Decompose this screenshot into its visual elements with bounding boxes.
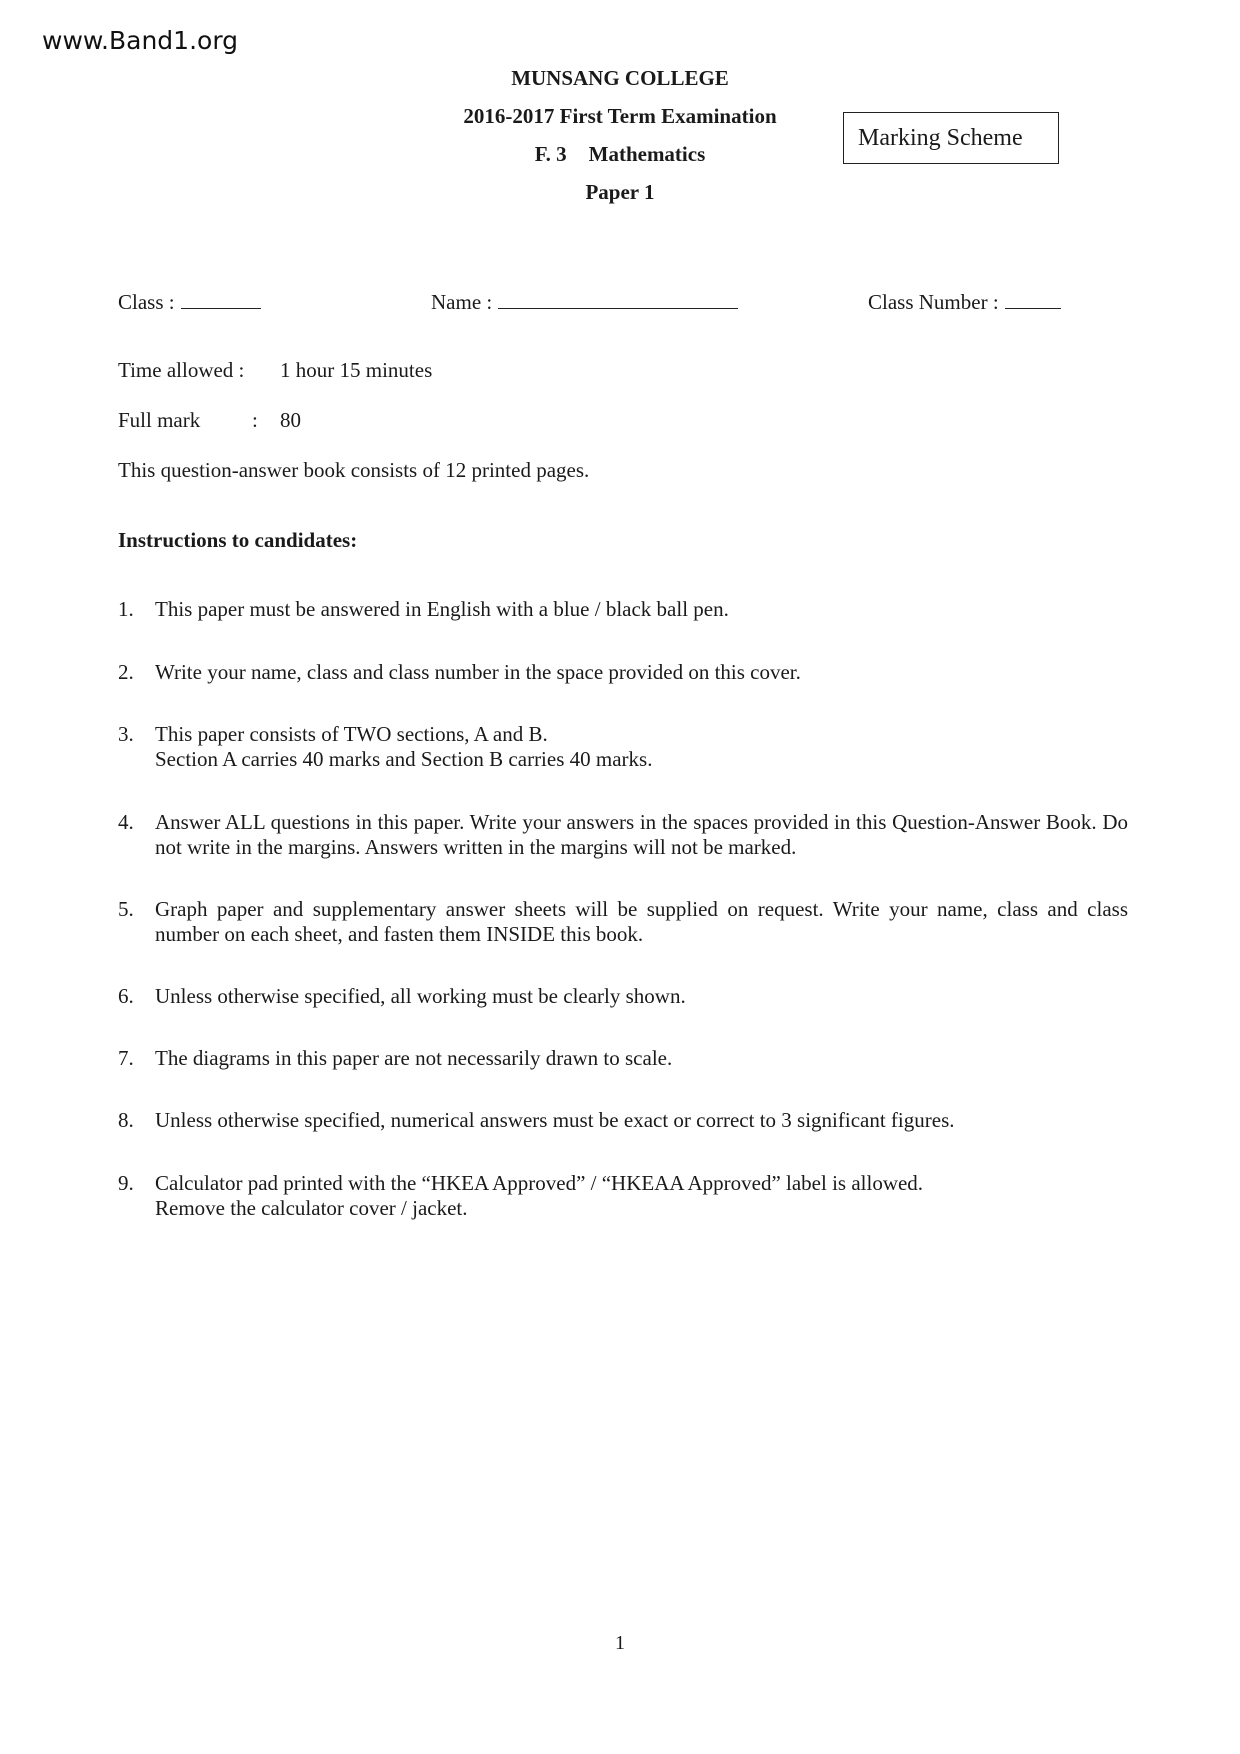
instruction-item xyxy=(118,1108,1128,1133)
subject-name: Mathematics xyxy=(588,142,706,166)
instruction-number: 6. xyxy=(118,984,134,1008)
form-level: F. 3 xyxy=(534,142,567,166)
instruction-item xyxy=(118,984,1128,1009)
instruction-text: Answer ALL questions in this paper. Write your answers in the spaces provided in this Question-Answer Book. Do not write in the margins. Answers written in the margins will not be marked. xyxy=(155,810,1128,859)
class-number-label: Class Number : xyxy=(868,290,999,314)
instruction-number: 8. xyxy=(118,1108,134,1132)
instruction-item xyxy=(118,660,1128,685)
pages-note: This question-answer book consists of 12 printed pages. xyxy=(118,458,590,482)
exam-header xyxy=(420,62,820,214)
instruction-item xyxy=(118,810,1128,860)
full-mark-row xyxy=(118,408,301,433)
instruction-number: 9. xyxy=(118,1171,134,1195)
instruction-text: Write your name, class and class number in the space provided on this cover. xyxy=(155,660,801,684)
mark-label: Full mark xyxy=(118,408,201,432)
subject-line xyxy=(420,138,820,176)
class-blank[interactable] xyxy=(181,290,261,309)
instruction-text: Calculator pad printed with the “HKEA Approved” / “HKEAA Approved” label is allowed. xyxy=(155,1171,924,1195)
mark-value: 80 xyxy=(280,408,301,432)
instruction-number: 4. xyxy=(118,810,134,834)
name-blank[interactable] xyxy=(498,290,738,309)
instruction-item xyxy=(118,597,1128,622)
instruction-text: Unless otherwise specified, all working must be clearly shown. xyxy=(155,984,686,1008)
exam-title: 2016-2017 First Term Examination xyxy=(463,104,777,128)
time-value: 1 hour 15 minutes xyxy=(280,358,433,382)
instruction-number: 7. xyxy=(118,1046,134,1070)
instruction-number: 3. xyxy=(118,722,134,746)
instruction-text: Section A carries 40 marks and Section B carries 40 marks. xyxy=(155,747,653,771)
mark-colon: : xyxy=(252,408,258,432)
instruction-text: This paper consists of TWO sections, A and B. xyxy=(155,722,548,746)
marking-scheme-badge: Marking Scheme xyxy=(843,112,1059,164)
class-number-blank[interactable] xyxy=(1005,290,1061,309)
instruction-text: Graph paper and supplementary answer sheets will be supplied on request. Write your name, class and class number on each sheet, and fasten them INSIDE this book. xyxy=(155,897,1128,946)
instruction-item xyxy=(118,722,1128,772)
name-label: Name : xyxy=(431,290,493,314)
instruction-number: 2. xyxy=(118,660,134,684)
time-allowed-row xyxy=(118,358,432,383)
name-field xyxy=(431,290,738,315)
instruction-number: 5. xyxy=(118,897,134,921)
instruction-text: Unless otherwise specified, numerical answers must be exact or correct to 3 significant figures. xyxy=(155,1108,955,1132)
instruction-item xyxy=(118,1046,1128,1071)
instruction-text: The diagrams in this paper are not necessarily drawn to scale. xyxy=(155,1046,673,1070)
instruction-item xyxy=(118,897,1128,947)
instruction-number: 1. xyxy=(118,597,134,621)
page-number: 1 xyxy=(615,1632,625,1654)
instruction-text: Remove the calculator cover / jacket. xyxy=(155,1196,468,1220)
instruction-text: This paper must be answered in English with a blue / black ball pen. xyxy=(155,597,729,621)
class-field xyxy=(118,290,261,315)
class-label: Class : xyxy=(118,290,175,314)
school-name: MUNSANG COLLEGE xyxy=(511,66,729,90)
paper-number: Paper 1 xyxy=(585,180,655,204)
instruction-item xyxy=(118,1171,1128,1221)
class-number-field xyxy=(868,290,1061,315)
watermark-url: www.Band1.org xyxy=(42,26,239,55)
instructions-title: Instructions to candidates: xyxy=(118,528,358,552)
time-label: Time allowed : xyxy=(118,358,245,382)
